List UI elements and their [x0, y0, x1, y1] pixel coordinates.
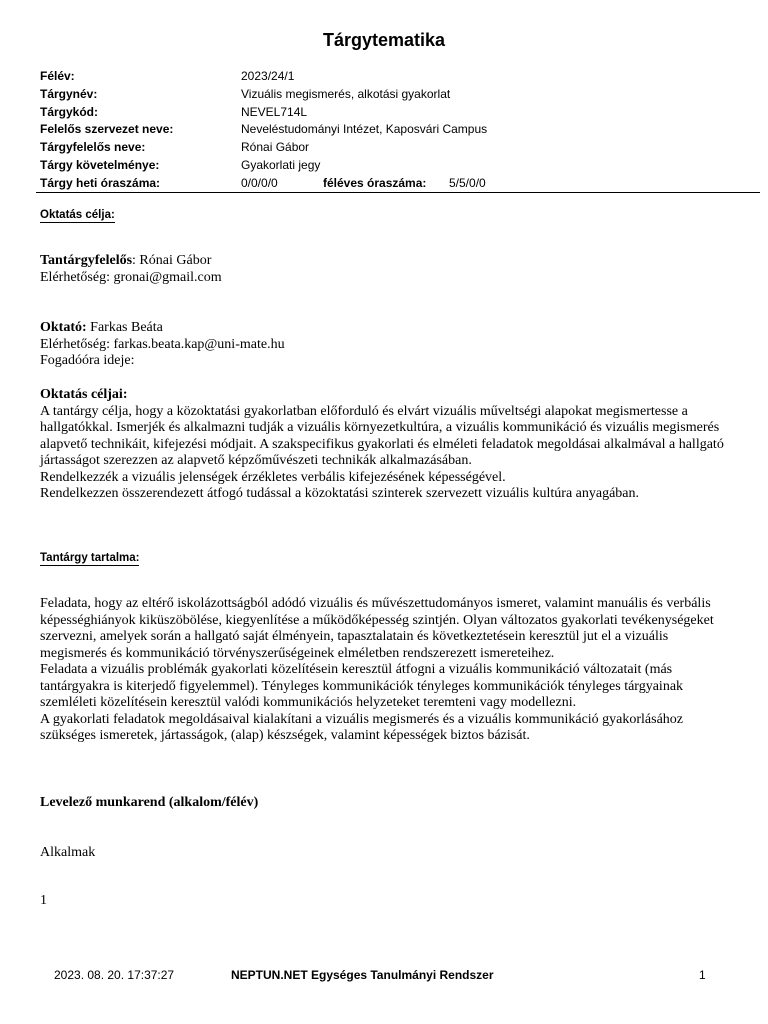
felelos-value: Rónai Gábor — [241, 140, 310, 155]
targykod-label: Tárgykód: — [40, 104, 99, 119]
targykod-value: NEVEL714L — [241, 104, 308, 119]
page-title: Tárgytematika — [322, 30, 446, 50]
content-paragraph-3: A gyakorlati feladatok megoldásaival kialakítani a vizuális megismerés és a vizuális kommunikáció gyakorlásához szükséges ismeretek, jártasságok, (alap) készségek, valamint képességek biztos bázisát. — [40, 711, 684, 743]
heti-value: 0/0/0/0 — [241, 175, 278, 190]
goals-block — [40, 387, 730, 503]
meta-row-oraszam — [40, 175, 760, 193]
responsible-block — [40, 253, 730, 286]
teacher-contact: Elérhetőség: farkas.beata.kap@uni-mate.hu — [40, 336, 285, 352]
szervezet-label: Felelős szervezet neve: — [40, 122, 174, 137]
alkalmak-label: Alkalmak — [40, 845, 96, 860]
goals-paragraph-2: Rendelkezzék a vizuális jelenségek érzékletes verbális kifejezésének képességével. — [40, 469, 506, 485]
section-heading-oktatas-celja: Oktatás célja: — [40, 209, 115, 221]
content-block — [40, 596, 730, 745]
heti-label: Tárgy heti óraszáma: — [40, 175, 161, 190]
teacher-block — [40, 320, 730, 370]
goals-paragraph-3: Rendelkezzen összerendezett átfogó tudással a közoktatási szinterek szervezett vizuális kultúra anyagában. — [40, 486, 640, 501]
content-paragraph-1: Feladata, hogy az eltérő iskolázottságból adódó vizuális és művészettudományos ismeret, valamint manuális és verbális képességhiányok kiküszöbölése, kiegyenlítése a működőképesség szintjén. Olyan változatos gyakorlati tevékenységeket szervezni, amelyek során a hallgató saját élményein, tapasztalatain és következtetésein keresztül jut el a vizuális megismerés és kommunikáció törvényszerűségeinek elméletben rendszerezett ismereteihez. — [40, 596, 714, 661]
meta-row-felev — [40, 68, 760, 86]
meta-row-targykod — [40, 104, 760, 122]
schedule-heading-text: Levelező munkarend (alkalom/félév) — [40, 795, 259, 810]
meta-row-targynev — [40, 86, 760, 104]
footer-timestamp: 2023. 08. 20. 17:37:27 — [54, 968, 175, 982]
responsible-label: Tantárgyfelelős — [40, 253, 133, 268]
meta-row-kovetelmeny — [40, 157, 760, 175]
felev-value: 2023/24/1 — [241, 69, 295, 83]
responsible-name: : Rónai Gábor — [132, 253, 212, 268]
office-hours: Fogadóóra ideje: — [40, 353, 135, 368]
alkalmak-value: 1 — [40, 893, 47, 908]
felelos-label: Tárgyfelelős neve: — [40, 140, 146, 155]
meta-row-szervezet — [40, 121, 760, 139]
meta-row-felelos — [40, 139, 760, 157]
content-paragraph-2: Feladata a vizuális problémák gyakorlati közelítésein keresztül átfogni a vizuális kommunikáció változatait (más tantárgyakra is kiterjedő figyelemmel). Tényleges kommunikációk tényleges kommunikációk tényleges tárgyainak szemléleti közelítésein keresztül valódi kommunikációs helyzeteket teremteni vagy modellezni. — [40, 662, 684, 710]
course-metadata — [40, 68, 760, 193]
kovetelmeny-label: Tárgy követelménye: — [40, 157, 160, 172]
schedule-heading — [40, 795, 730, 812]
targynev-value: Vizuális megismerés, alkotási gyakorlat — [241, 86, 451, 101]
responsible-contact: Elérhetőség: gronai@gmail.com — [40, 269, 222, 285]
goals-paragraph-1: A tantárgy célja, hogy a közoktatási gyakorlatban előforduló és elvárt vizuális műveltségi alapokat megismertesse a hallgatókkal. Ismerjék és alkalmazni tudják a vizuális környezetkultúra, a vizuális kommunikáció és vizuális megismerés alapvető technikáit, kifejezési módjait. A szakspecifikus gyakorlati és elméleti feladatok megoldásai alkalmával a hallgató jártasságot szerezzen az alapvető képzőművészeti technikák alkalmazásában. — [40, 403, 724, 468]
header-divider — [36, 192, 760, 193]
teacher-name: Farkas Beáta — [86, 320, 163, 335]
goals-heading: Oktatás céljai: — [40, 387, 128, 402]
kovetelmeny-value: Gyakorlati jegy — [241, 157, 321, 172]
szervezet-value: Neveléstudományi Intézet, Kaposvári Campus — [241, 122, 488, 137]
teacher-label: Oktató: — [40, 320, 87, 335]
feleves-value: 5/5/0/0 — [449, 175, 486, 190]
feleves-label: féléves óraszáma: — [323, 175, 427, 190]
footer-page-number: 1 — [699, 968, 706, 982]
section-heading-tantargy-tartalma: Tantárgy tartalma: — [40, 552, 140, 564]
felev-label: Félév: — [40, 69, 75, 83]
footer-system: NEPTUN.NET Egységes Tanulmányi Rendszer — [231, 968, 494, 982]
targynev-label: Tárgynév: — [40, 86, 98, 101]
